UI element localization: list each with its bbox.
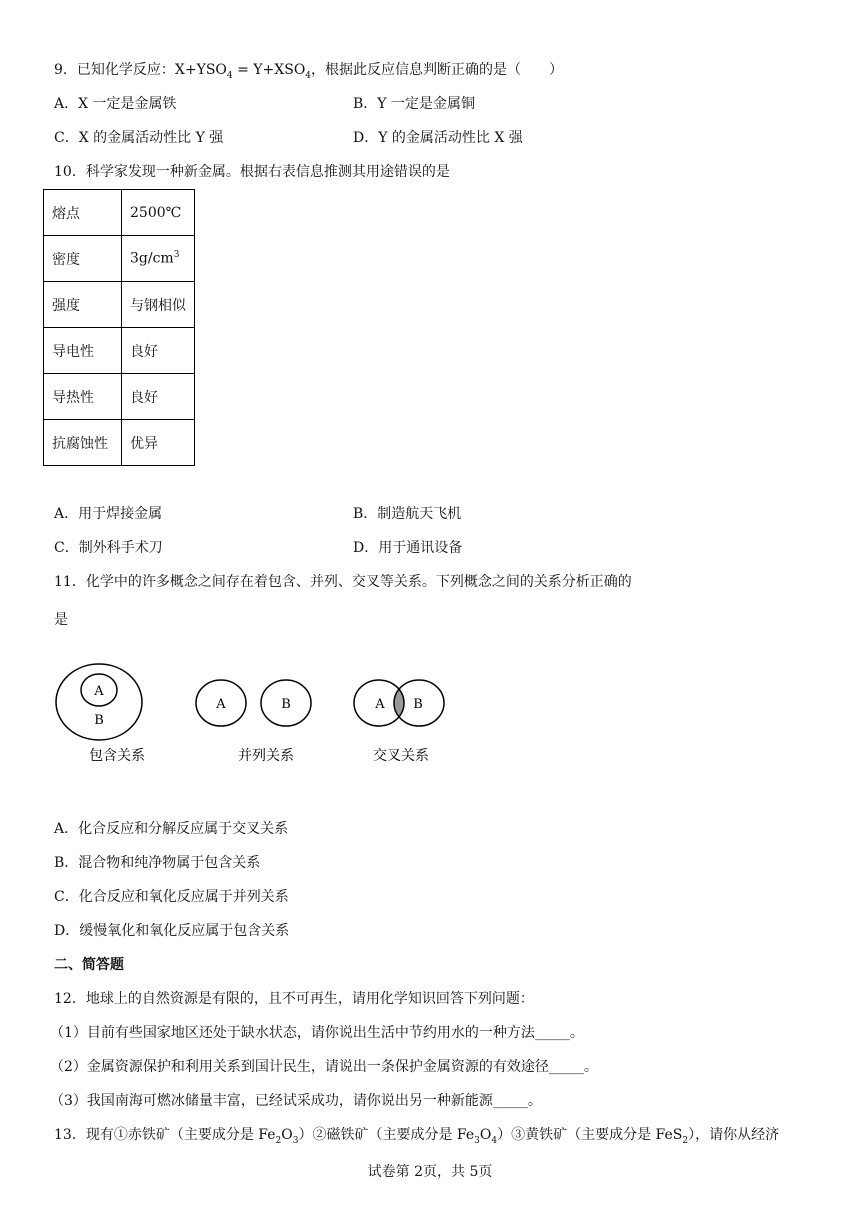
q10-stem: 10．科学家发现一种新金属。根据右表信息推测其用途错误的是 — [54, 164, 450, 180]
table-row — [44, 282, 195, 328]
property-name: 密度 — [44, 236, 122, 282]
q11-stem-line1: 11．化学中的许多概念之间存在着包含、并列、交叉等关系。下列概念之间的关系分析正确的 — [54, 574, 632, 590]
q11-option-c: C．化合反应和氧化反应属于并列关系 — [54, 889, 289, 905]
property-name: 导电性 — [44, 328, 122, 374]
parallel-caption: 并列关系 — [238, 748, 294, 764]
q11-option-b: B．混合物和纯净物属于包含关系 — [54, 855, 261, 871]
property-name: 强度 — [44, 282, 122, 328]
property-value: 良好 — [122, 328, 195, 374]
table-row — [44, 374, 195, 420]
page-footer: 试卷第 2页，共 5页 — [367, 1164, 493, 1180]
q12-part3: （3）我国南海可燃冰储量丰富，已经试采成功，请你说出另一种新能源_____。 — [50, 1093, 542, 1109]
table-row — [44, 236, 195, 282]
q12-part2: （2）金属资源保护和利用关系到国计民生，请说出一条保护金属资源的有效途径_____。 — [50, 1059, 598, 1075]
set-a-label: A — [216, 697, 226, 712]
property-name: 抗腐蚀性 — [44, 420, 122, 466]
q13-stem: 13．现有①赤铁矿（主要成分是 $Fe_2O_3)②$磁铁矿（主要成分是 $Fe_3O_4)③$黄铁矿（主要成分是 FeS$_2$），请你从经济 — [54, 1127, 780, 1146]
q10-option-a: A．用于焊接金属 — [54, 506, 163, 522]
metal-properties-table — [43, 189, 195, 466]
cross-relation-figure — [354, 680, 444, 764]
contain-relation-figure — [56, 664, 145, 764]
property-value: 良好 — [122, 374, 195, 420]
q9-stem: 9．已知化学反应：$X+YSO_4 = Y+XSO_4$，根据此反应信息判断正确的是（ ） — [54, 62, 564, 81]
q12-part1: （1）目前有些国家地区还处于缺水状态，请你说出生活中节约用水的一种方法_____。 — [50, 1025, 584, 1041]
contain-caption: 包含关系 — [89, 748, 145, 764]
q11-option-d: D．缓慢氧化和氧化反应属于包含关系 — [54, 923, 290, 939]
q10-option-b: B．制造航天飞机 — [353, 506, 462, 522]
table-row — [44, 190, 195, 236]
set-b-label: B — [281, 697, 291, 712]
property-name: 导热性 — [44, 374, 122, 420]
cross-caption: 交叉关系 — [373, 748, 429, 764]
set-b-label: B — [413, 697, 423, 712]
q12-stem: 12．地球上的自然资源是有限的，且不可再生，请用化学知识回答下列问题： — [54, 991, 534, 1007]
property-name: 熔点 — [44, 190, 122, 236]
property-value: $3g/cm^3$ — [122, 236, 195, 282]
q11-stem-line2: 是 — [54, 612, 68, 628]
parallel-relation-figure — [196, 680, 311, 764]
section-heading: 二、简答题 — [54, 957, 124, 973]
table-row — [44, 420, 195, 466]
q9-option-d: D．Y 的金属活动性比 X 强 — [353, 130, 523, 146]
property-value: 2500℃ — [122, 190, 195, 236]
q9-option-c: C．X 的金属活动性比 Y 强 — [54, 130, 224, 146]
concept-relation-diagram — [50, 660, 460, 780]
property-value: 优异 — [122, 420, 195, 466]
set-b-label: B — [94, 713, 104, 728]
q9-option-b: B．Y 一定是金属铜 — [353, 96, 475, 112]
set-a-label: A — [94, 684, 104, 699]
q11-option-a: A．化合反应和分解反应属于交叉关系 — [54, 821, 289, 837]
q10-option-d: D．用于通讯设备 — [353, 540, 463, 556]
property-value: 与钢相似 — [122, 282, 195, 328]
q9-option-a: A．X 一定是金属铁 — [54, 96, 177, 112]
set-a-label: A — [375, 697, 385, 712]
table-row — [44, 328, 195, 374]
q10-option-c: C．制外科手术刀 — [54, 540, 163, 556]
